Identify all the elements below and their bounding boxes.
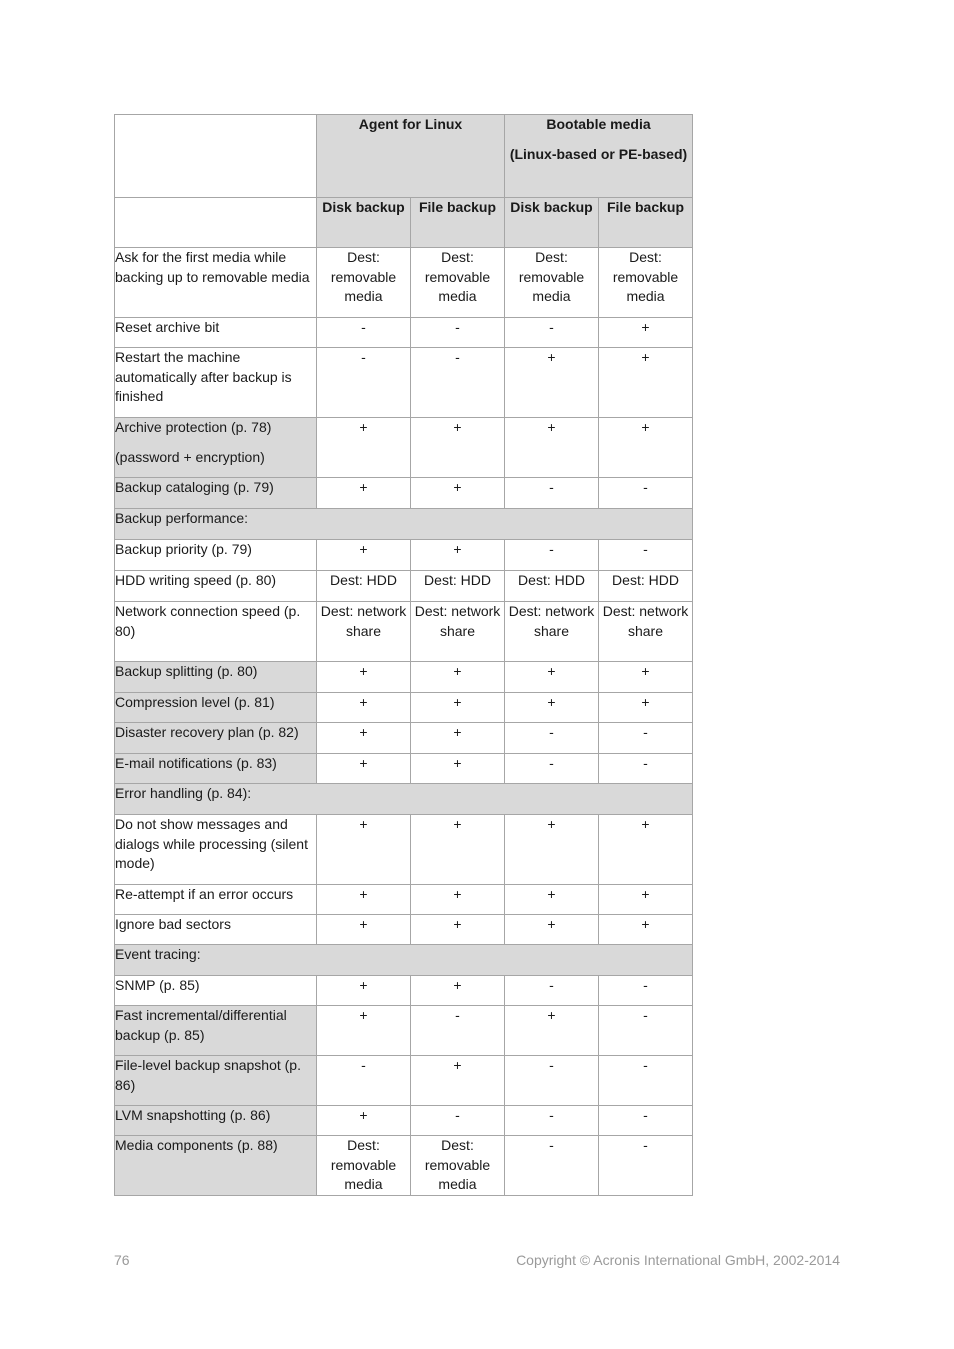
table-row bbox=[115, 885, 693, 915]
table-row bbox=[115, 1056, 693, 1106]
option-name-cell bbox=[115, 571, 317, 602]
header-empty-cell bbox=[115, 115, 317, 198]
value-cell: + bbox=[317, 976, 411, 1006]
value-cell: + bbox=[411, 815, 505, 885]
value-cell: - bbox=[599, 1106, 693, 1136]
value-cell: + bbox=[599, 815, 693, 885]
table-row bbox=[115, 348, 693, 418]
table-row bbox=[115, 571, 693, 602]
header-agent-for-linux bbox=[317, 115, 505, 198]
value-cell: - bbox=[411, 348, 505, 418]
value-cell: + bbox=[505, 885, 599, 915]
value-cell: + bbox=[411, 418, 505, 478]
option-name: LVM snapshotting (p. 86) bbox=[115, 1107, 271, 1123]
header-sub-3: File backup bbox=[599, 198, 693, 248]
table-row bbox=[115, 662, 693, 693]
value-cell: Dest: HDD bbox=[599, 571, 693, 602]
option-name: Restart the machine automatically after backup is finished bbox=[115, 349, 292, 404]
value-cell: + bbox=[317, 815, 411, 885]
option-name-cell bbox=[115, 1106, 317, 1136]
option-name-cell bbox=[115, 662, 317, 693]
table-row bbox=[115, 318, 693, 348]
value-cell: + bbox=[317, 1106, 411, 1136]
header-bootable-media bbox=[505, 115, 693, 198]
header-agent-label: Agent for Linux bbox=[358, 116, 463, 132]
header-row-groups bbox=[115, 115, 693, 198]
table-row bbox=[115, 1006, 693, 1056]
value-cell: + bbox=[505, 915, 599, 945]
value-cell: + bbox=[505, 1006, 599, 1056]
option-name: Do not show messages and dialogs while processing (silent mode) bbox=[115, 816, 308, 871]
value-cell: + bbox=[317, 723, 411, 754]
value-cell: + bbox=[505, 693, 599, 723]
option-name-cell bbox=[115, 976, 317, 1006]
table-body bbox=[115, 248, 693, 1196]
value-cell: + bbox=[411, 915, 505, 945]
header-row-backup-types bbox=[115, 198, 693, 248]
page-number: 76 bbox=[114, 1252, 130, 1268]
value-cell: + bbox=[317, 418, 411, 478]
option-name: HDD writing speed (p. 80) bbox=[115, 572, 277, 588]
value-cell: Dest: network share bbox=[505, 602, 599, 662]
option-name: File-level backup snapshot (p. 86) bbox=[115, 1057, 301, 1093]
section-label: Event tracing: bbox=[115, 945, 693, 976]
table-row bbox=[115, 1136, 693, 1196]
value-cell: + bbox=[505, 348, 599, 418]
value-cell: - bbox=[411, 1106, 505, 1136]
value-cell: + bbox=[599, 885, 693, 915]
table-row bbox=[115, 754, 693, 784]
value-cell: Dest: HDD bbox=[317, 571, 411, 602]
value-cell: + bbox=[599, 915, 693, 945]
option-name-cell bbox=[115, 1006, 317, 1056]
value-cell: - bbox=[411, 1006, 505, 1056]
table-row bbox=[115, 478, 693, 509]
header-bootable-line1: Bootable media bbox=[546, 116, 651, 132]
value-cell: + bbox=[599, 662, 693, 693]
value-cell: Dest: removable media bbox=[411, 1136, 505, 1196]
header-bootable-line2: (Linux-based or PE-based) bbox=[509, 145, 688, 162]
option-name-cell bbox=[115, 693, 317, 723]
option-name-cell bbox=[115, 754, 317, 784]
option-name: Ignore bad sectors bbox=[115, 916, 231, 932]
value-cell: - bbox=[599, 754, 693, 784]
option-name: Backup cataloging (p. 79) bbox=[115, 479, 274, 495]
copyright-notice: Copyright © Acronis International GmbH, 2002-2014 bbox=[516, 1252, 840, 1268]
option-name: Backup priority (p. 79) bbox=[115, 541, 252, 557]
value-cell: - bbox=[317, 348, 411, 418]
value-cell: - bbox=[505, 1136, 599, 1196]
option-name: Archive protection (p. 78) bbox=[115, 419, 272, 435]
value-cell: + bbox=[599, 693, 693, 723]
value-cell: + bbox=[317, 693, 411, 723]
option-name: Compression level (p. 81) bbox=[115, 694, 275, 710]
option-name-cell bbox=[115, 602, 317, 662]
value-cell: - bbox=[599, 540, 693, 571]
option-name: Re-attempt if an error occurs bbox=[115, 886, 294, 902]
section-row bbox=[115, 509, 693, 540]
value-cell: Dest: removable media bbox=[411, 248, 505, 318]
value-cell: Dest: removable media bbox=[317, 1136, 411, 1196]
value-cell: Dest: network share bbox=[317, 602, 411, 662]
value-cell: - bbox=[505, 1056, 599, 1106]
value-cell: - bbox=[411, 318, 505, 348]
value-cell: + bbox=[505, 662, 599, 693]
value-cell: - bbox=[505, 723, 599, 754]
section-label: Error handling (p. 84): bbox=[115, 784, 693, 815]
table-header bbox=[115, 115, 693, 248]
table-row bbox=[115, 540, 693, 571]
value-cell: + bbox=[505, 815, 599, 885]
option-name-cell bbox=[115, 540, 317, 571]
value-cell: - bbox=[317, 1056, 411, 1106]
option-name-cell bbox=[115, 885, 317, 915]
value-cell: - bbox=[599, 723, 693, 754]
value-cell: + bbox=[317, 754, 411, 784]
table-row bbox=[115, 418, 693, 478]
table-row bbox=[115, 248, 693, 318]
header-sub-2: Disk backup bbox=[505, 198, 599, 248]
table-row bbox=[115, 1106, 693, 1136]
value-cell: + bbox=[411, 885, 505, 915]
option-name-cell bbox=[115, 348, 317, 418]
value-cell: + bbox=[317, 662, 411, 693]
option-name: Ask for the first media while backing up to removable media bbox=[115, 249, 310, 285]
table-row bbox=[115, 602, 693, 662]
value-cell: + bbox=[411, 540, 505, 571]
value-cell: + bbox=[411, 976, 505, 1006]
option-name-cell bbox=[115, 318, 317, 348]
header-sub-1: File backup bbox=[411, 198, 505, 248]
value-cell: - bbox=[505, 478, 599, 509]
value-cell: + bbox=[599, 318, 693, 348]
value-cell: - bbox=[599, 976, 693, 1006]
value-cell: + bbox=[411, 754, 505, 784]
table-row bbox=[115, 723, 693, 754]
option-name: Reset archive bit bbox=[115, 319, 220, 335]
option-name: Fast incremental/differential backup (p. 85) bbox=[115, 1007, 287, 1043]
value-cell: + bbox=[599, 418, 693, 478]
value-cell: - bbox=[505, 976, 599, 1006]
value-cell: + bbox=[317, 915, 411, 945]
value-cell: - bbox=[599, 1056, 693, 1106]
value-cell: Dest: removable media bbox=[505, 248, 599, 318]
value-cell: Dest: removable media bbox=[599, 248, 693, 318]
value-cell: + bbox=[411, 478, 505, 509]
option-name: SNMP (p. 85) bbox=[115, 977, 200, 993]
option-name-cell bbox=[115, 723, 317, 754]
option-name: Backup splitting (p. 80) bbox=[115, 663, 258, 679]
value-cell: - bbox=[599, 1006, 693, 1056]
value-cell: + bbox=[411, 693, 505, 723]
value-cell: Dest: HDD bbox=[505, 571, 599, 602]
value-cell: + bbox=[317, 885, 411, 915]
option-name-cell bbox=[115, 418, 317, 478]
value-cell: Dest: network share bbox=[599, 602, 693, 662]
table-row bbox=[115, 915, 693, 945]
header-sub-0: Disk backup bbox=[317, 198, 411, 248]
value-cell: - bbox=[317, 318, 411, 348]
table-row bbox=[115, 693, 693, 723]
option-name-cell bbox=[115, 1056, 317, 1106]
option-name-cell bbox=[115, 915, 317, 945]
backup-options-table bbox=[114, 114, 693, 1196]
value-cell: + bbox=[411, 662, 505, 693]
value-cell: - bbox=[505, 754, 599, 784]
option-name: Network connection speed (p. 80) bbox=[115, 603, 301, 639]
option-name-cell bbox=[115, 1136, 317, 1196]
value-cell: - bbox=[599, 1136, 693, 1196]
value-cell: + bbox=[317, 1006, 411, 1056]
value-cell: Dest: network share bbox=[411, 602, 505, 662]
value-cell: - bbox=[505, 1106, 599, 1136]
value-cell: + bbox=[505, 418, 599, 478]
value-cell: Dest: removable media bbox=[317, 248, 411, 318]
option-name: Disaster recovery plan (p. 82) bbox=[115, 724, 299, 740]
value-cell: - bbox=[505, 318, 599, 348]
table-row bbox=[115, 815, 693, 885]
value-cell: - bbox=[599, 478, 693, 509]
value-cell: + bbox=[411, 723, 505, 754]
option-name: E-mail notifications (p. 83) bbox=[115, 755, 277, 771]
option-name-cell bbox=[115, 478, 317, 509]
value-cell: + bbox=[317, 540, 411, 571]
value-cell: + bbox=[599, 348, 693, 418]
value-cell: Dest: HDD bbox=[411, 571, 505, 602]
option-name: Media components (p. 88) bbox=[115, 1137, 278, 1153]
header-empty-cell-2 bbox=[115, 198, 317, 248]
option-name-detail: (password + encryption) bbox=[115, 448, 265, 465]
section-label: Backup performance: bbox=[115, 509, 693, 540]
value-cell: + bbox=[317, 478, 411, 509]
section-row bbox=[115, 945, 693, 976]
option-name-cell bbox=[115, 248, 317, 318]
value-cell: + bbox=[411, 1056, 505, 1106]
value-cell: - bbox=[505, 540, 599, 571]
table-row bbox=[115, 976, 693, 1006]
section-row bbox=[115, 784, 693, 815]
option-name-cell bbox=[115, 815, 317, 885]
